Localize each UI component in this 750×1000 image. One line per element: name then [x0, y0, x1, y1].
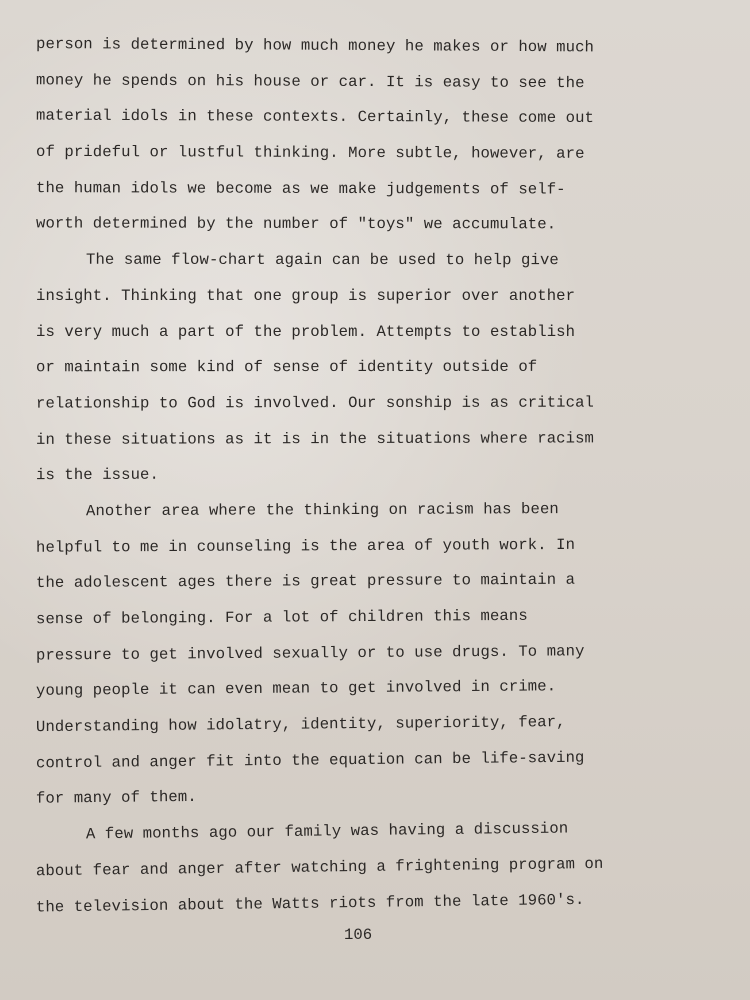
text-line: about fear and anger after watching a frightening program on [35, 854, 604, 881]
text-line: Another area where the thinking on racism has been [85, 500, 559, 521]
text-line: money he spends on his house or car. It is easy to see the [35, 70, 585, 92]
text-line: sense of belonging. For a lot of children this means [35, 606, 528, 629]
text-line: for many of them. [35, 788, 197, 809]
text-line: the television about the Watts riots from the late 1960's. [35, 890, 585, 917]
text-line: worth determined by the number of "toys" we accumulate. [35, 214, 557, 234]
text-line: The same flow-chart again can be used to help give [85, 250, 559, 270]
text-line: material idols in these contexts. Certainly, these come out [35, 106, 595, 128]
text-line: young people it can even mean to get involved in crime. [35, 677, 557, 701]
text-line: or maintain some kind of sense of identity outside of [35, 358, 538, 377]
text-line: the human idols we become as we make judgements of self- [35, 178, 566, 199]
text-line: the adolescent ages there is great pressure to maintain a [35, 571, 576, 593]
text-line: Understanding how idolatry, identity, superiority, fear, [35, 713, 566, 737]
text-line: is the issue. [35, 465, 159, 485]
text-line: A few months ago our family was having a discussion [85, 819, 569, 844]
text-line: helpful to me in counseling is the area of youth work. In [35, 535, 576, 557]
text-line: control and anger fit into the equation can be life-saving [35, 748, 585, 773]
page-number: 106 [344, 926, 373, 944]
text-line: pressure to get involved sexually or to use drugs. To many [35, 641, 585, 665]
text-line: in these situations as it is in the situations where racism [35, 428, 595, 449]
text-line: of prideful or lustful thinking. More subtle, however, are [35, 142, 585, 163]
body-text [36, 34, 686, 926]
text-line: is very much a part of the problem. Attempts to establish [36, 322, 576, 341]
text-line: insight. Thinking that one group is superior over another [36, 286, 576, 305]
text-line: relationship to God is involved. Our sonship is as critical [35, 393, 595, 413]
text-line: person is determined by how much money he makes or how much [35, 35, 595, 57]
